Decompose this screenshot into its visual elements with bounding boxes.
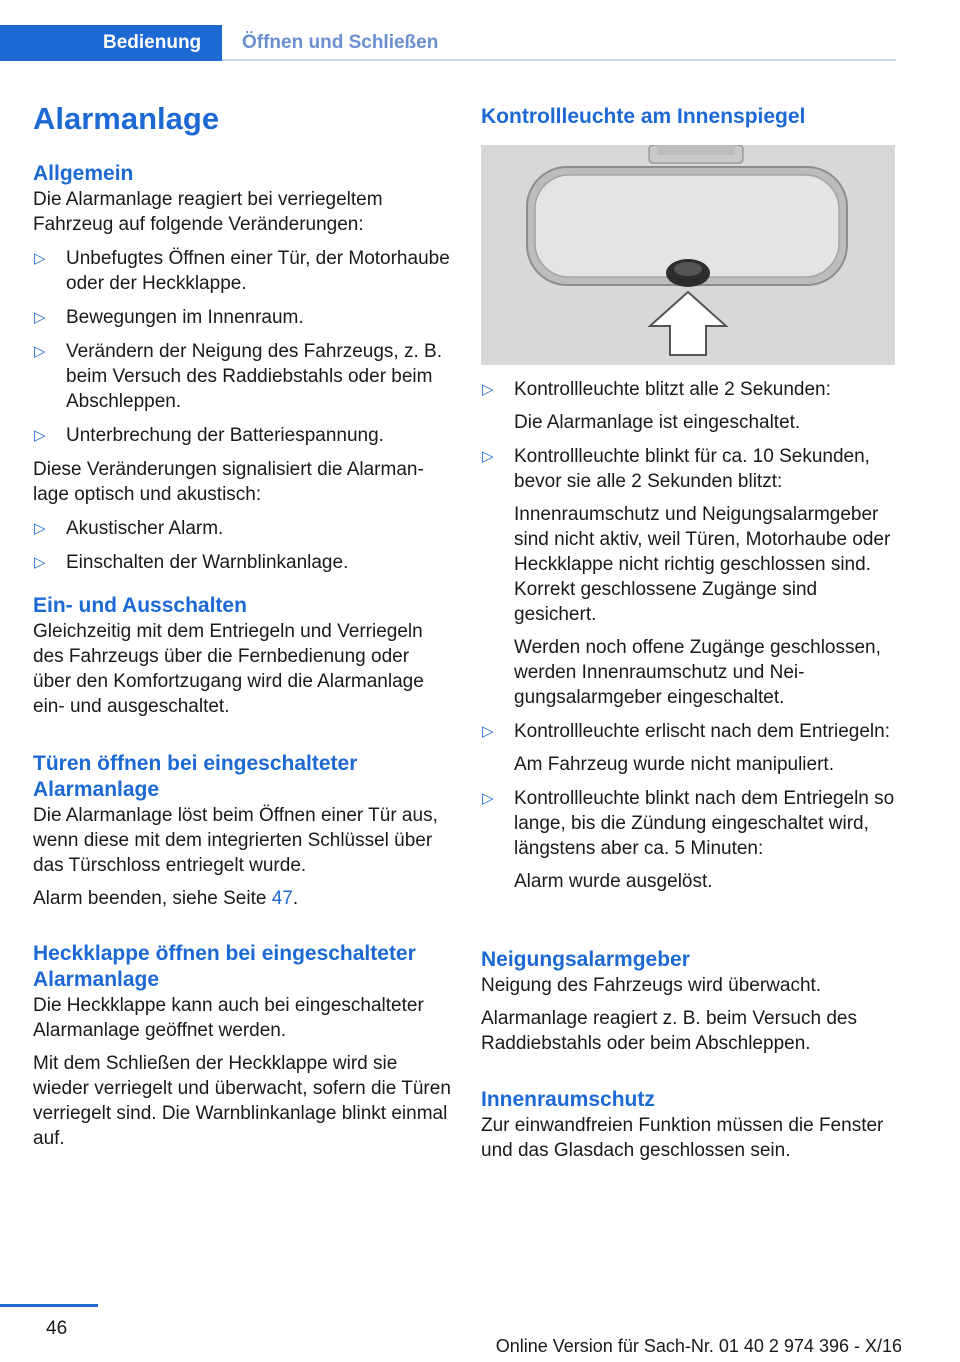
triangle-bullet-icon: ▷ bbox=[482, 448, 494, 465]
kontroll-list-wrap bbox=[481, 377, 895, 894]
section-innenraum bbox=[481, 1087, 895, 1163]
heading-ein-aus: Ein- und Ausschalten bbox=[33, 594, 247, 617]
online-version: Online Version für Sach-Nr. 01 40 2 974 396 - X/16 bbox=[495, 1336, 902, 1356]
triangle-bullet-icon: ▷ bbox=[482, 381, 494, 398]
neigung-text-2: Alarmanlage reagiert z. B. beim Versuch des Raddiebstahls oder beim Abschleppen. bbox=[481, 1008, 857, 1054]
triangle-bullet-icon: ▷ bbox=[482, 723, 494, 740]
tueren-text: Die Alarmanlage löst beim Öffnen einer Tür aus, wenn diese mit dem integrierten Schlüssel über das Türschloss entriegelt wurde. bbox=[33, 805, 438, 876]
allgemein-list bbox=[33, 246, 451, 448]
signal-text: Diese Veränderungen signalisiert die Alarmanlage optisch und akustisch: bbox=[33, 459, 424, 505]
list-item: ▷ Akustischer Alarm. bbox=[34, 518, 224, 539]
triangle-bullet-icon: ▷ bbox=[482, 790, 494, 807]
triangle-bullet-icon: ▷ bbox=[34, 343, 46, 360]
triangle-bullet-icon: ▷ bbox=[34, 309, 46, 326]
heading-kontroll-wrap bbox=[481, 104, 895, 130]
heading-tueren: Türen öffnen bei eingeschalteter Alarmanlage bbox=[33, 752, 358, 801]
triangle-bullet-icon: ▷ bbox=[34, 427, 46, 444]
list-item: ▷ Kontrollleuchte erlischt nach dem Entriegeln: Am Fahrzeug wurde nicht manipuliert. bbox=[482, 721, 890, 775]
heckklappe-text-2: Mit dem Schließen der Heckklappe wird sie wieder verriegelt und überwacht, sofern die Türen verriegelt sind. Die Warnblinkanlage blinkt einmal auf. bbox=[33, 1053, 451, 1149]
section-tueren bbox=[33, 751, 451, 911]
allgemein-intro: Die Alarmanlage reagiert bei verriegeltem Fahrzeug auf folgende Veränderungen: bbox=[33, 189, 383, 235]
list-item: ▷ Einschalten der Warnblinkanlage. bbox=[34, 552, 349, 573]
section-ein-aus bbox=[33, 593, 451, 719]
heading-neigung: Neigungsalarmgeber bbox=[481, 948, 690, 971]
heading-innenraum: Innenraumschutz bbox=[481, 1088, 655, 1111]
header-section-tab: Bedienung bbox=[0, 25, 222, 61]
list-item: ▷ Kontrollleuchte blinkt für ca. 10 Sekunden, bevor sie alle 2 Sekunden blitzt: Innenraumschutz und Neigungsalarmgeber sind nicht aktiv, weil Türen, Motorhaube oder Heckklappe nicht richtig geschlossen sind. Korrekt geschlossene Zugänge sind gesichert. Werden noch offene Zugänge geschlossen, werden Innenraumschutz und Neigungsalarmgeber eingeschaltet. bbox=[482, 446, 891, 708]
triangle-bullet-icon: ▷ bbox=[34, 250, 46, 267]
section-allgemein bbox=[33, 161, 451, 575]
alarm-reference: Alarm beenden, siehe Seite 47. bbox=[33, 888, 299, 909]
page-title: Alarmanlage bbox=[33, 101, 220, 136]
neigung-text-1: Neigung des Fahrzeugs wird überwacht. bbox=[481, 975, 822, 996]
list-item: ▷ Bewegungen im Innenraum. bbox=[34, 307, 304, 328]
rearview-mirror-icon bbox=[481, 145, 895, 365]
triangle-bullet-icon: ▷ bbox=[34, 554, 46, 571]
triangle-bullet-icon: ▷ bbox=[34, 520, 46, 537]
list-item: ▷ Unterbrechung der Batteriespannung. bbox=[34, 425, 384, 446]
heading-kontroll: Kontrollleuchte am Innenspiegel bbox=[481, 105, 806, 128]
page-number: 46 bbox=[46, 1318, 68, 1339]
section-heckklappe bbox=[33, 941, 453, 1151]
list-item: ▷ Unbefugtes Öffnen einer Tür, der Motorhaube oder der Heckklappe. bbox=[34, 248, 450, 294]
heading-heckklappe: Heckklappe öffnen bei eingeschalteter Alarmanlage bbox=[33, 942, 416, 991]
heading-allgemein: Allgemein bbox=[33, 162, 134, 185]
list-item: ▷ Kontrollleuchte blinkt nach dem Entriegeln so lange, bis die Zündung eingeschaltet wird, längstens aber ca. 5 Minuten: Alarm wurde ausgelöst. bbox=[482, 788, 895, 892]
mirror-figure bbox=[481, 145, 895, 365]
page-link[interactable]: 47 bbox=[271, 888, 293, 909]
footer-divider bbox=[0, 1304, 98, 1307]
list-item: ▷ Verändern der Neigung des Fahrzeugs, z. B. beim Versuch des Raddiebstahls oder beim Abschleppen. bbox=[34, 341, 443, 412]
signal-list bbox=[33, 516, 451, 575]
header-divider bbox=[222, 59, 896, 61]
innenraum-text: Zur einwandfreien Funktion müssen die Fenster und das Glasdach geschlossen sein. bbox=[481, 1115, 884, 1161]
list-item: ▷ Kontrollleuchte blitzt alle 2 Sekunden: Die Alarmanlage ist eingeschaltet. bbox=[482, 379, 831, 433]
heckklappe-text-1: Die Heckklappe kann auch bei eingeschalteter Alarmanlage geöffnet werden. bbox=[33, 995, 424, 1041]
ein-aus-text: Gleichzeitig mit dem Entriegeln und Verriegeln des Fahrzeugs über die Fernbedienung oder über den Komfortzugang wird die Alarmanlage ein- und ausgeschaltet. bbox=[33, 621, 424, 717]
kontroll-list bbox=[481, 377, 895, 894]
section-neigung bbox=[481, 947, 895, 1056]
header-chapter-tab: Öffnen und Schließen bbox=[242, 32, 439, 53]
